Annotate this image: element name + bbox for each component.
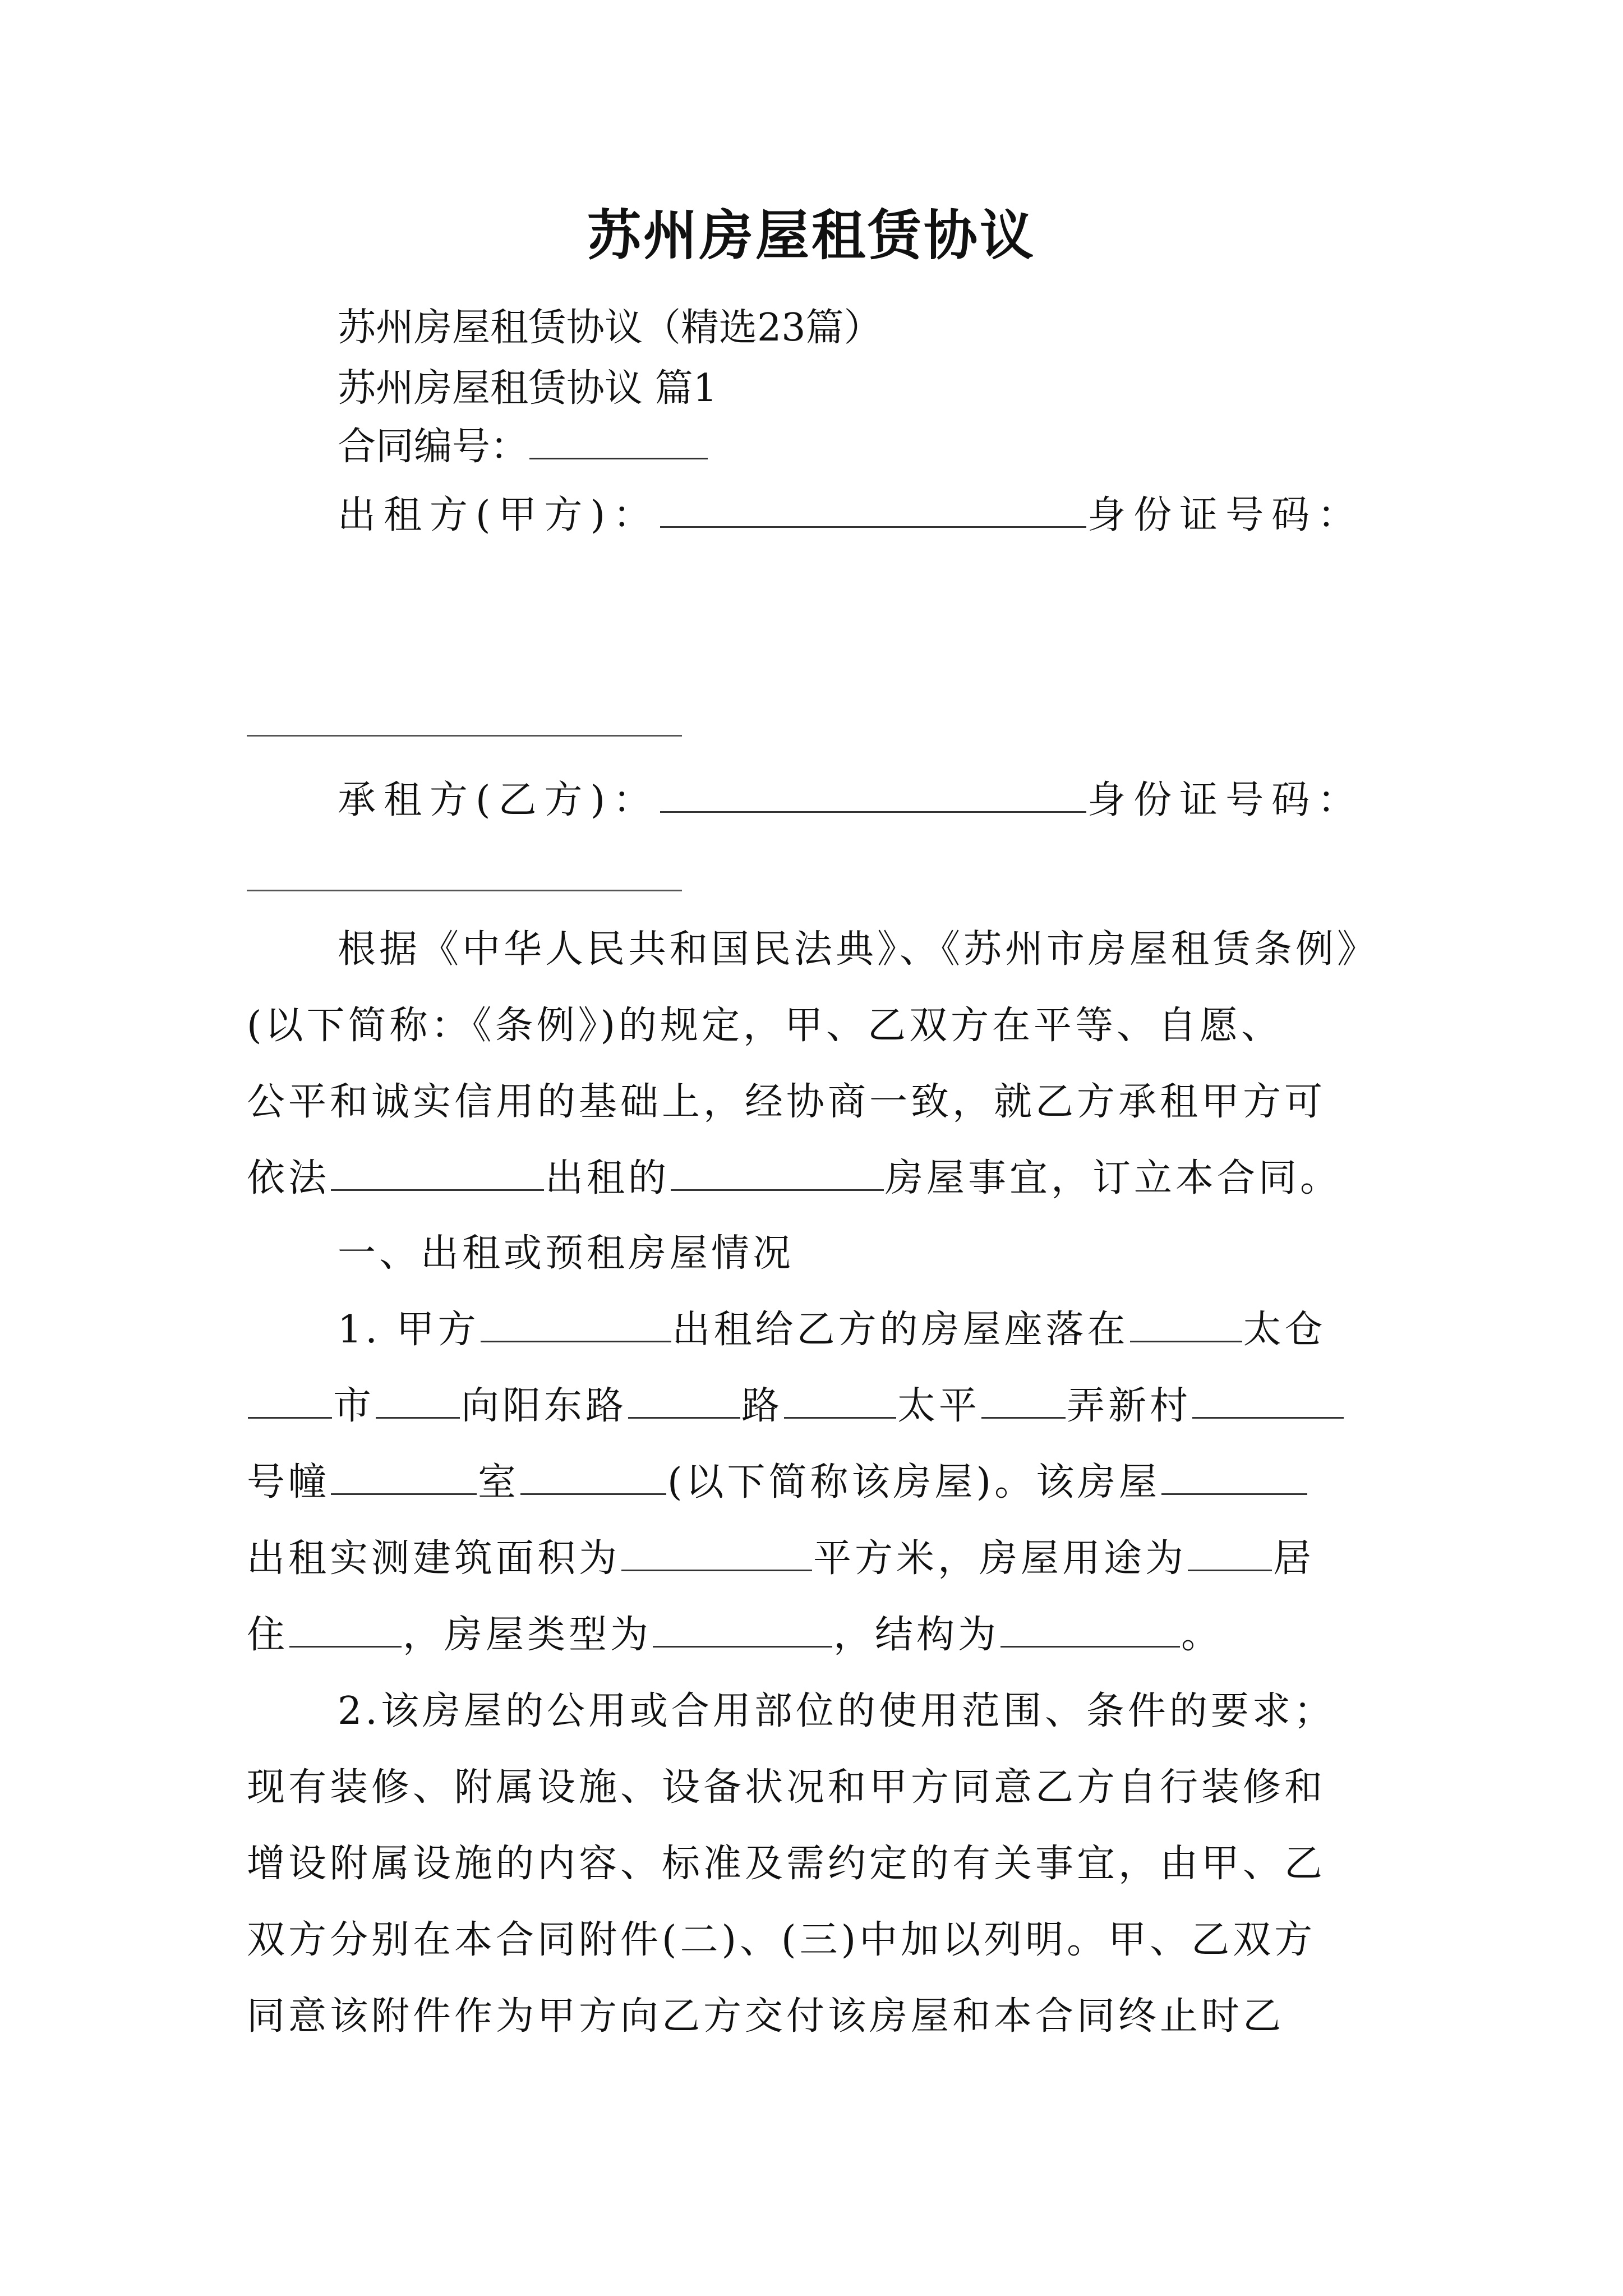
lessee-label: 承租方(乙方)：	[338, 778, 660, 822]
fill-blank	[628, 1384, 740, 1419]
fill-blank	[331, 1461, 477, 1495]
fill-blank	[653, 1613, 832, 1648]
paragraph-line	[247, 1153, 1341, 1204]
lessor-name-blank	[660, 494, 1086, 528]
lessor-line	[338, 490, 1363, 541]
fill-blank	[1192, 1384, 1344, 1419]
paragraph-line	[338, 1305, 1326, 1355]
fill-blank	[621, 1537, 812, 1571]
paragraph-line	[247, 1610, 1223, 1660]
paragraph-line: 2.该房屋的公用或合用部位的使用范围、条件的要求；	[338, 1689, 1335, 1733]
fill-blank	[376, 1384, 460, 1419]
paragraph-line: 同意该附件作为甲方向乙方交付该房屋和本合同终止时乙	[247, 1994, 1285, 2039]
text-fragment: (以下简称该房屋)。该房屋	[667, 1460, 1161, 1504]
text-fragment: 出租的	[545, 1156, 670, 1200]
section-heading: 一、出租或预租房屋情况	[338, 1231, 795, 1276]
paragraph-line: 公平和诚实信用的基础上，经协商一致，就乙方承租甲方可	[247, 1080, 1326, 1124]
paragraph-line: 现有装修、附属设施、设备状况和甲方同意乙方自行装修和	[247, 1765, 1326, 1810]
contract-number-blank	[529, 425, 708, 459]
fill-blank	[289, 1613, 402, 1648]
text-fragment: 市	[333, 1384, 375, 1428]
text-fragment: 太平	[897, 1384, 981, 1428]
text-fragment: 路	[741, 1384, 783, 1428]
fill-blank	[1130, 1308, 1242, 1342]
fill-blank	[331, 1157, 544, 1191]
paragraph-line	[247, 1457, 1308, 1508]
text-fragment: 居	[1273, 1536, 1315, 1581]
fill-blank	[981, 1384, 1066, 1419]
lessee-id-blank	[247, 890, 682, 891]
lessor-id-blank	[247, 735, 682, 737]
section-title: 苏州房屋租赁协议 篇1	[338, 366, 717, 411]
document-subtitle: 苏州房屋租赁协议（精选23篇）	[338, 306, 882, 350]
lessor-label: 出租方(甲方)：	[338, 493, 660, 537]
text-fragment: ，结构为	[833, 1613, 1000, 1657]
document-title: 苏州房屋租赁协议	[587, 204, 1036, 267]
paragraph-line	[247, 1534, 1315, 1584]
text-fragment: 出租实测建筑面积为	[247, 1536, 621, 1581]
text-fragment: 太仓	[1243, 1308, 1326, 1352]
text-fragment: 弄新村	[1067, 1384, 1192, 1428]
paragraph-line: 双方分别在本合同附件(二)、(三)中加以列明。甲、乙双方	[247, 1918, 1316, 1962]
text-fragment: 出租给乙方的房屋座落在	[672, 1308, 1129, 1352]
lessee-line	[338, 775, 1363, 826]
text-fragment: 依法	[247, 1156, 330, 1200]
lessor-id-label: 身份证号码：	[1087, 493, 1364, 537]
fill-blank	[1000, 1613, 1180, 1648]
text-fragment: 房屋事宜，订立本合同。	[885, 1156, 1342, 1200]
fill-blank	[671, 1157, 884, 1191]
text-fragment: 向阳东路	[461, 1384, 628, 1428]
fill-blank	[1161, 1461, 1307, 1495]
text-fragment: ，房屋类型为	[403, 1613, 652, 1657]
contract-number-label: 合同编号：	[338, 425, 529, 469]
paragraph-line: 增设附属设施的内容、标准及需约定的有关事宜，由甲、乙	[247, 1842, 1326, 1886]
text-fragment: 。	[1181, 1613, 1223, 1657]
text-fragment: 号幢	[247, 1460, 330, 1504]
fill-blank	[520, 1461, 666, 1495]
paragraph-line: 根据《中华人民共和国民法典》、《苏州市房屋租赁条例》	[338, 927, 1379, 972]
contract-number-line	[338, 422, 709, 472]
lessee-name-blank	[660, 779, 1086, 813]
text-fragment: 室	[478, 1460, 520, 1504]
paragraph-line: (以下简称：《条例》)的规定，甲、乙双方在平等、自愿、	[247, 1004, 1283, 1048]
fill-blank	[248, 1384, 332, 1419]
lessee-id-label: 身份证号码：	[1087, 778, 1364, 822]
text-fragment: 1. 甲方	[338, 1308, 479, 1352]
fill-blank	[1188, 1537, 1272, 1571]
fill-blank	[784, 1384, 896, 1419]
paragraph-line	[247, 1381, 1345, 1432]
text-fragment: 平方米，房屋用途为	[813, 1536, 1187, 1581]
fill-blank	[481, 1308, 671, 1342]
text-fragment: 住	[247, 1613, 289, 1657]
